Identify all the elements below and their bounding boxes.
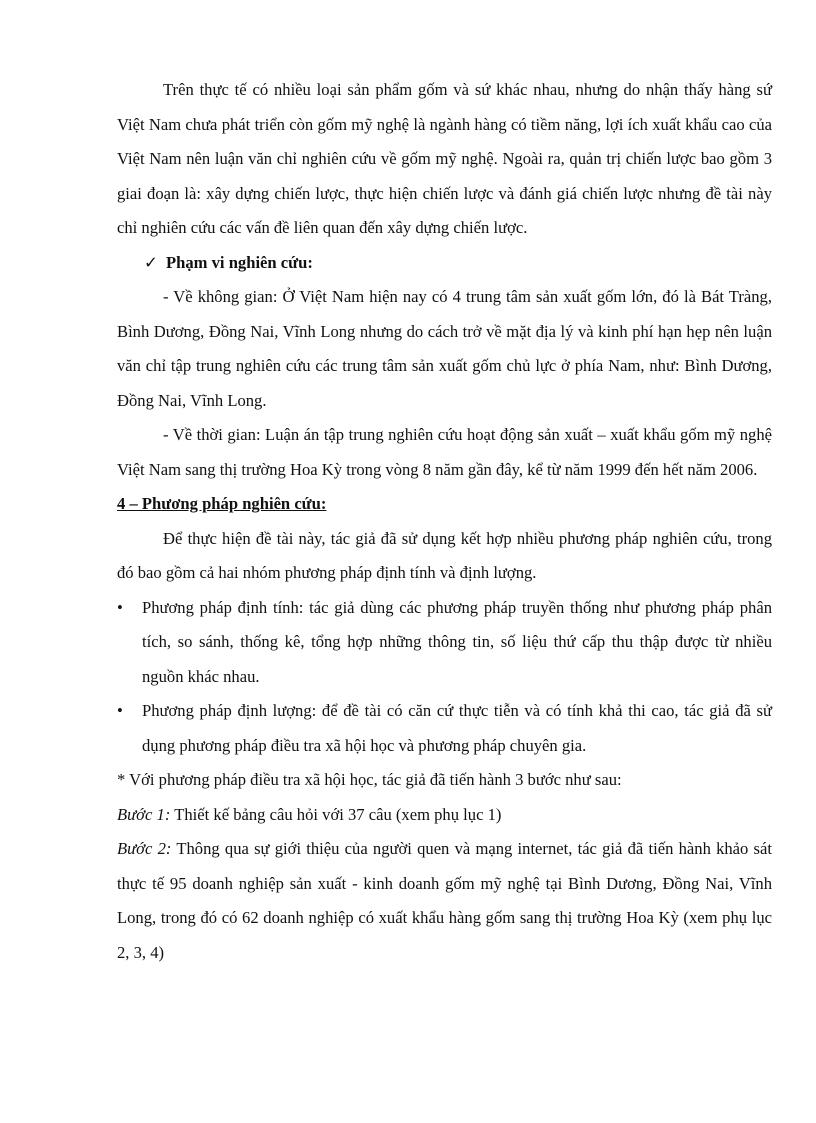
scope-heading: Phạm vi nghiên cứu: — [166, 252, 313, 272]
page-body — [117, 73, 772, 970]
step-1-label: Bước 1: — [117, 804, 171, 824]
step-1-text: Thiết kế bảng câu hỏi với 37 câu (xem phụ lục 1) — [170, 804, 502, 824]
methods-heading: 4 – Phương pháp nghiên cứu: — [117, 494, 327, 513]
bullet-icon: • — [117, 701, 123, 720]
step-2-label: Bước 2: — [117, 839, 172, 858]
survey-note: * Với phương pháp điều tra xã hội học, tác giả đã tiến hành 3 bước như sau: — [117, 770, 622, 789]
bullet-icon: • — [117, 597, 123, 617]
scope-space-paragraph: - Về không gian: Ở Việt Nam hiện nay có 4 trung tâm sản xuất gốm lớn, đó là Bát Tràng, Bình Dương, Đồng Nai, Vĩnh Long nhưng do cách trở về mặt địa lý và kinh phí hạn hẹp nên luận văn chỉ tập trung nghiên cứu các trung tâm sản xuất gốm chủ lực ở phía Nam, như: Bình Dương, Đồng Nai, Vĩnh Long. — [117, 287, 772, 410]
step-1-paragraph — [117, 798, 772, 833]
methods-intro-paragraph: Để thực hiện đề tài này, tác giả đã sử dụng kết hợp nhiều phương pháp nghiên cứu, trong đó bao gồm cả hai nhóm phương pháp định tính và định lượng. — [117, 528, 772, 582]
intro-paragraph: Trên thực tế có nhiều loại sản phẩm gốm và sứ khác nhau, nhưng do nhận thấy hàng sứ Việt Nam chưa phát triển còn gốm mỹ nghệ là ngành hàng có tiềm năng, lợi ích xuất khẩu cao của Việt Nam nên luận văn chỉ nghiên cứu về gốm mỹ nghệ. Ngoài ra, quản trị chiến lược bao gồm 3 giai đoạn là: xây dựng chiến lược, thực hiện chiến lược và đánh giá chiến lược nhưng đề tài này chỉ nghiên cứu các vấn đề liên quan đến xây dựng chiến lược. — [117, 80, 772, 237]
list-item-text: Phương pháp định lượng: để đề tài có căn cứ thực tiễn và có tính khả thi cao, tác giả đã sử dụng phương pháp điều tra xã hội học và phương pháp chuyên gia. — [142, 701, 772, 755]
checkmark-icon: ✓ — [144, 252, 158, 272]
scope-heading-line — [117, 246, 772, 281]
scope-time-paragraph: - Về thời gian: Luận án tập trung nghiên cứu hoạt động sản xuất – xuất khẩu gốm mỹ nghệ Việt Nam sang thị trường Hoa Kỳ trong vòng 8 năm gần đây, kể từ năm 1999 đến hết năm 2006. — [117, 425, 772, 479]
list-item-quantitative — [117, 694, 772, 763]
list-item-text: Phương pháp định tính: tác giả dùng các phương pháp truyền thống như phương pháp phân tích, so sánh, thống kê, tổng hợp những thông tin, số liệu thứ cấp thu thập được từ nhiều nguồn khác nhau. — [142, 597, 772, 686]
step-2-text: Thông qua sự giới thiệu của người quen và mạng internet, tác giả đã tiến hành khảo sát thực tế 95 doanh nghiệp sản xuất - kinh doanh gốm mỹ nghệ tại Bình Dương, Đồng Nai, Vĩnh Long, trong đó có 62 doanh nghiệp có xuất khẩu hàng gốm sang thị trường Hoa Kỳ (xem phụ lục 2, 3, 4) — [117, 839, 772, 962]
step-2-paragraph — [117, 832, 772, 970]
list-item-qualitative — [117, 591, 772, 695]
methods-heading-line — [117, 487, 772, 522]
